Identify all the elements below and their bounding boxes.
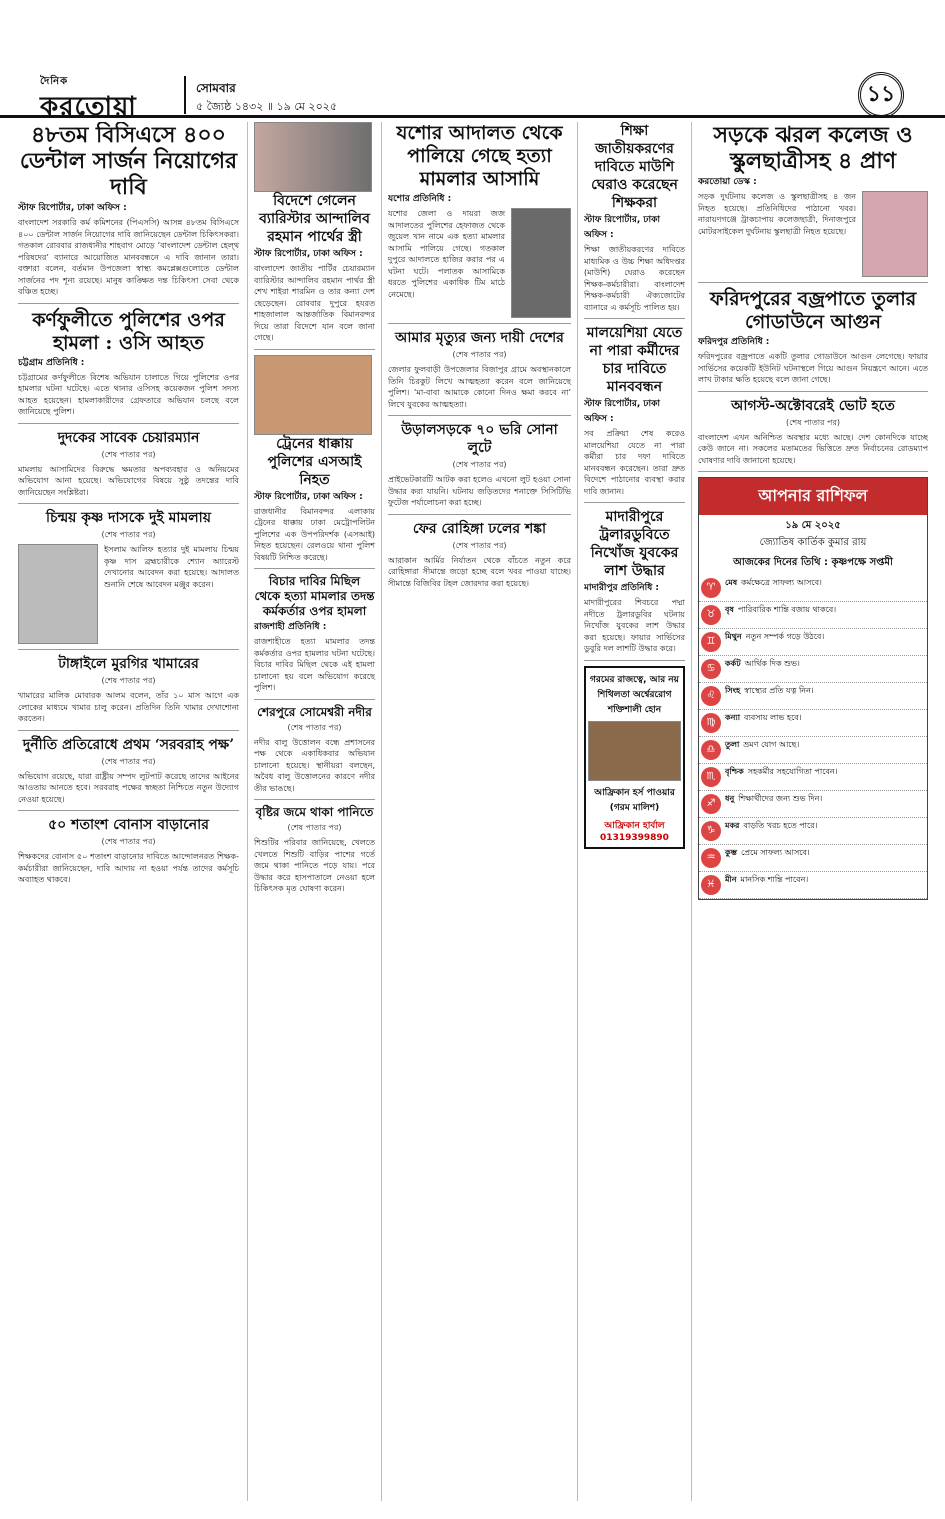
byline: স্টাফ রিপোর্টার, ঢাকা অফিস : [254,249,363,259]
ad-phone: আফ্রিকান হার্বাল 01319399890 [600,820,669,843]
zodiac-text: স্বাস্থ্যের প্রতি যত্ন নিন। [744,686,814,695]
article-body: শিশুটির পরিবার জানিয়েছে, খেলতে খেলতে শিশুটি বাড়ির পাশের গর্তে জমে থাকা পানিতে পড়ে যায়। পরে উদ্ধার করে হাসপাতালে নেওয়া হলে চিকিৎসক মৃত ঘোষণা করেন। [254,838,375,893]
zodiac-icon: ♒ [701,848,721,868]
zodiac-icon: ♌ [701,686,721,706]
article-body: প্রাইভেটকারটি আটক করা হলেও এখনো লুট হওয়া সোনা উদ্ধার করা যায়নি। ঘটনায় জড়িতদের শনাক্তে সিসিটিভি ফুটেজ পর্যালোচনা করা হচ্ছে। [388,475,571,507]
article-body: জেলার ফুলবাড়ী উপজেলার বিজাপুর গ্রামে অবস্থানকালে তিনি চিরকুট লিখে আত্মহত্যা করেন বলে জানিয়েছে পুলিশ। ‘মা-বাবা আমাকে কোনো দিনও ক্ষমা করবে না’ লিখে যুবকের আত্মহত্যা। [388,365,571,409]
zodiac-text: প্রেমে সাফল্য আসবে। [740,848,810,857]
divider [254,568,375,569]
zodiac-list [699,575,927,899]
divider [18,423,239,424]
divider [388,415,571,416]
divider [388,514,571,515]
article-body: যশোর জেলা ও দায়রা জজ আদালতের পুলিশের হেফাজত থেকে জুয়েল খান নামে এক হত্যা মামলার আসামি পালিয়ে গেছে। গতকাল দুপুরে আদালতে হাজির করার পর এ ঘটনা ঘটে। পলাতক আসামিকে ধরতে পুলিশের একাধিক টিম মাঠে নেমেছে। [388,209,505,299]
zodiac-text: সহকর্মীর সহযোগিতা পাবেন। [747,767,838,776]
advertisement [584,666,685,849]
newspaper-logo: করতোয়া [40,92,137,122]
article-body: বাংলাদেশ এখন অনিশ্চিত অবস্থার মধ্যে আছে। দেশ কোনদিকে যাচ্ছে কেউ জানে না। সকলের মতামতের ভিত্তিতে দ্রুত নির্বাচনের রোডম্যাপ ঘোষণার দাবি জানানো হয়েছে। [698,432,928,465]
headline-chinmoy: চিন্ময় কৃষ্ণ দাসকে দুই মামলায় [46,510,211,526]
zodiac-icon: ♊ [701,632,721,652]
headline-road-accidents: সড়কে ঝরল কলেজ ও স্কুলছাত্রীসহ ৪ প্রাণ [713,122,913,174]
continued-note: (শেষ পাতার পর) [287,823,342,832]
column-2 [254,122,382,1501]
horoscope-date: ১৯ মে ২০২৫ [785,520,841,531]
zodiac-name: মকর [725,821,740,830]
zodiac-row [699,845,927,872]
continued-note: (শেষ পাতার পর) [101,449,156,459]
article-body: ফরিদপুরের বজ্রপাতে একটি তুলার গোডাউনে আগুন লেগেছে। ফায়ার সার্ভিসের কয়েকটি ইউনিট ঘটনাস্থলে গিয়ে আগুন নিয়ন্ত্রণে আনে। এতে লাখ টাকার ক্ষতি হয়েছে বলে জানা গেছে। [698,352,928,384]
horoscope-author: জ্যোতিষ কার্তিক কুমার রায় [759,537,867,548]
zodiac-text: মানসিক শান্তি পাবেন। [740,875,809,884]
zodiac-text: ভ্রমণ যোগ আছে। [743,740,800,749]
masthead [0,0,945,122]
divider [584,318,685,319]
headline-jessore-court: যশোর আদালত থেকে পালিয়ে গেছে হত্যা মামলার আসামি [396,122,563,190]
zodiac-text: ব্যবসায় লাভ হবে। [744,713,802,722]
headline-attack-officer: বিচার দাবির মিছিল থেকে হত্যা মামলার তদন্ত কর্মকর্তার ওপর হামলা [254,574,375,618]
couple-photo [254,122,372,192]
ad-brand: আফ্রিকান হর্স পাওয়ার [594,787,675,798]
zodiac-row [699,737,927,764]
zodiac-name: কর্কট [725,659,741,668]
zodiac-row [699,710,927,737]
headline-rohingya: ফের রোহিঙ্গা ঢলের শঙ্কা [412,520,547,537]
zodiac-row [699,602,927,629]
headline-faridpur-fire: ফরিদপুরের বজ্রপাতে তুলার গোডাউনে আগুন [709,288,917,333]
byline: স্টাফ রিপোর্টার, ঢাকা অফিস : [584,215,660,240]
continued-note: (শেষ পাতার পর) [452,460,507,469]
divider [698,391,928,392]
divider [18,503,239,504]
continued-note: (শেষ পাতার পর) [101,837,156,846]
zodiac-name: মেষ [725,578,738,587]
zodiac-name: তুলা [725,740,740,749]
continued-note: (শেষ পাতার পর) [101,676,156,685]
zodiac-row [699,629,927,656]
zodiac-name: মিথুন [725,632,742,641]
si-portrait-photo [254,355,372,435]
byline: মাদারীপুর প্রতিনিধি : [584,583,660,593]
article-body: রাজধানীর বিমানবন্দর এলাকায় ট্রেনের ধাক্কায় ঢাকা মেট্রোপলিটন পুলিশের এক উপপরিদর্শক (এসআই) নিহত হয়েছেন। রেলওয়ে থানা পুলিশ বিষয়টি নিশ্চিত করেছে। [254,506,375,562]
horoscope-title: আপনার রাশিফল [699,478,927,515]
headline-bonus: ৫০ শতাংশ বোনাস বাড়ানোর [48,817,209,833]
divider [388,323,571,324]
zodiac-icon: ♉ [701,605,721,625]
zodiac-icon: ♏ [701,767,721,787]
ad-title: গরমের রাজত্বে, আর নয় শিথিলতা অর্শ্বেররোগ শক্তিশালী হোন [590,674,679,715]
headline-dental: ৪৮তম বিসিএসে ৪০০ ডেন্টাল সার্জন নিয়োগের দাবি [19,122,238,200]
zodiac-row [699,872,927,899]
zodiac-row [699,791,927,818]
zodiac-icon: ♐ [701,794,721,814]
headline-rain-water: বৃষ্টির জমে থাকা পানিতে [255,805,374,819]
zodiac-icon: ♈ [701,578,721,598]
zodiac-icon: ♍ [701,713,721,733]
zodiac-name: কুম্ভ [725,848,737,857]
headline-si-killed: ট্রেনের ধাক্কায় পুলিশের এসআই নিহত [267,435,362,488]
divider [254,349,375,350]
divider [254,699,375,700]
article-body: বাংলাদেশ জাতীয় পার্টির চেয়ারম্যান ব্যারিস্টার আন্দালিব রহমান পার্থর স্ত্রী শেখ শাইরা শারমিন ও তার কন্যা দেশ ছেড়েছেন। রোববার দুপুরে হযরত শাহজালাল আন্তর্জাতিক বিমানবন্দর দিয়ে তারা বিদেশে যান বলে জানা গেছে। [254,264,375,342]
article-body: বাংলাদেশ সরকারি কর্ম কমিশনের (পিএসসি) আসন্ন ৪৮তম বিসিএসে ৪০০ ডেন্টাল সার্জন নিয়োগের দাবি জানিয়েছেন ডেন্টাল চিকিৎসকরা। গতকাল রোববার রাজধানীর শাহবাগ মোড়ে ‘বাংলাদেশ ডেন্টাল হেল্থ পরিষদের’ ব্যানারে আয়োজিত মানববন্ধনে এ দাবি জানান তারা। বক্তারা বলেন, বর্তমান উপজেলা স্বাস্থ্য কমপ্লেক্সগুলোতে ডেন্টাল সার্জনের পদ শূন্য রয়েছে। মানুষ কাঙ্ক্ষিত দন্ত চিকিৎসা সেবা থেকে বঞ্চিত হচ্ছে। [18,218,239,296]
page-number: ১১ [858,72,904,118]
article-body: রাজশাহীতে হত্যা মামলার তদন্ত কর্মকর্তার ওপর হামলার ঘটনা ঘটেছে। বিচার দাবির মিছিল থেকে এই হামলা চালানো হয় বলে অভিযোগ করেছে পুলিশ। [254,637,375,692]
zodiac-text: বাড়তি খরচ হতে পারে। [743,821,818,830]
article-body: সড়ক দুর্ঘটনায় কলেজ ও স্কুলছাত্রীসহ ৪ জন নিহত হয়েছে। প্রতিনিধিদের পাঠানো খবর। নারায়ণগঞ্জে ট্রাকচাপায় কলেজছাত্রী, দিনাজপুরে মোটরসাইকেল দুর্ঘটনায় স্কুলছাত্রী নিহত হয়েছে। [698,192,856,236]
divider [18,649,239,650]
zodiac-icon: ♎ [701,740,721,760]
continued-note: (শেষ পাতার পর) [287,722,342,732]
article-body: চট্টগ্রামের কর্ণফুলীতে বিশেষ অভিযান চালাতে গিয়ে পুলিশের ওপর হামলার ঘটনা ঘটেছে। এতে থানার ওসিসহ কয়েকজন পুলিশ সদস্য আহত হয়েছেন। হামলাকারীদের গ্রেফতারে অভিযান চলছে বলে জানিয়েছে পুলিশ। [18,372,239,416]
zodiac-name: বৃশ্চিক [725,767,744,776]
zodiac-icon: ♓ [701,875,721,895]
article-body: মামলায় আসামিদের বিরুদ্ধে ক্ষমতার অপব্যবহার ও অনিয়মের অভিযোগ আনা হয়েছে। অভিযোগের বিষয়ে সুষ্ঠু তদন্তের দাবি জানিয়েছেন সংশ্লিষ্টরা। [18,464,239,497]
zodiac-row [699,575,927,602]
zodiac-name: বৃষ [725,605,734,614]
continued-note: (শেষ পাতার পর) [785,417,841,427]
headline-trawler: মাদারীপুরে ট্রলারডুবিতে নিখোঁজ যুবকের লাশ উদ্ধার [590,509,679,579]
zodiac-name: কন্যা [725,713,741,722]
byline: চট্টগ্রাম প্রতিনিধি : [18,357,85,368]
headline-partho-wife: বিদেশে গেলেন ব্যারিস্টার আন্দালিব রহমান পার্থের স্ত্রী [259,193,370,245]
byline: ফরিদপুর প্রতিনিধি : [698,337,770,347]
article-body: নদীর বালু উত্তোলন বন্ধে প্রশাসনের পক্ষ থেকে একাধিকবার অভিযান চালানো হয়েছে। স্থানীয়রা বলছেন, অবৈধ বালু উত্তোলনের কারণে নদীর তীর ভাঙছে। [254,737,375,793]
byline: রাজশাহী প্রতিনিধি : [254,622,327,632]
divider [698,471,928,472]
victim-photo [862,191,928,277]
zodiac-text: কর্মক্ষেত্রে সাফল্য আসবে। [741,578,822,587]
article-body: সব প্রক্রিয়া শেষ করেও মালয়েশিয়া যেতে না পারা কর্মীরা চার দফা দাবিতে মানববন্ধন করেছেন। তারা দ্রুত বিদেশে পাঠানোর ব্যবস্থা করার দাবি জানান। [584,429,685,496]
byline: স্টাফ রিপোর্টার, ঢাকা অফিস : [254,491,363,502]
divider [18,730,239,731]
byline: যশোর প্রতিনিধি : [388,194,452,204]
portrait-photo [18,544,98,644]
zodiac-row [699,764,927,791]
column-4 [584,122,692,1501]
divider [698,282,928,283]
article-body: মাদারীপুরের শিবচরে পদ্মা নদীতে ট্রলারডুবির ঘটনায় নিখোঁজ যুবকের লাশ উদ্ধার করা হয়েছে। ফায়ার সার্ভিসের ডুবুরি দল লাশটি উদ্ধার করে। [584,598,685,653]
issue-day: সোমবার [196,81,236,95]
article-body: শিক্ষকদের বোনাস ৫০ শতাংশ বাড়ানোর দাবিতে আন্দোলনরত শিক্ষক-কর্মচারীরা জানিয়েছেন, দাবি আদায় না হওয়া পর্যন্ত তাদের কর্মসূচি অব্যাহত থাকবে। [18,852,239,884]
headline-dudok: দুদকের সাবেক চেয়ারম্যান [57,429,200,446]
zodiac-name: মীন [725,875,737,884]
zodiac-row [699,656,927,683]
accused-photo [511,208,571,318]
zodiac-text: নতুন সম্পর্ক গড়ে উঠবে। [745,632,825,641]
divider [18,303,239,304]
article-body: ইসলাম আলিফ হত্যার দুই মামলায় চিন্ময় কৃষ্ণ দাস ব্রহ্মচারীকে শ্যোন অ্যারেস্ট দেখানোর আবেদন করা হয়েছে। আদালত শুনানি শেষে আবেদন মঞ্জুর করেন। [104,545,239,589]
ad-subtitle: (গরম মালিশ) [609,802,660,813]
zodiac-text: আর্থিক দিক শুভ। [744,659,800,668]
horoscope-box [698,477,928,900]
zodiac-row [699,818,927,845]
headline-karnaphuli: কর্ণফুলীতে পুলিশের ওপর হামলা : ওসি আহত [32,308,225,354]
tithi-line: আজকের দিনের তিথি : কৃষ্ণপক্ষে সপ্তমী [733,557,893,568]
article-body: আরাকান আর্মির নির্যাতন থেকে বাঁচতে নতুন করে রোহিঙ্গারা সীমান্তে জড়ো হচ্ছে বলে খবর পাওয়া যাচ্ছে। সীমান্তে বিজিবির টহল জোরদার করা হয়েছে। [388,555,571,588]
divider [584,502,685,503]
zodiac-name: সিংহ [725,686,741,695]
article-body: অভিযোগ রয়েছে, যারা রাষ্ট্রীয় সম্পদ লুটপাট করেছে তাদের আইনের আওতায় আনতে হবে। সরবরাহ পক্ষের স্বচ্ছতা নিশ্চিতে নতুন উদ্যোগ নেওয়া হয়েছে। [18,771,239,804]
continued-note: (শেষ পাতার পর) [452,350,507,359]
divider [584,660,685,661]
byline: স্টাফ রিপোর্টার, ঢাকা অফিস : [584,399,660,424]
continued-note: (শেষ পাতার পর) [101,530,156,539]
headline-mausi: শিক্ষা জাতীয়করণের দাবিতে মাউশি ঘেরাও করেছেন শিক্ষকরা [591,123,678,211]
article-body: শিক্ষা জাতীয়করণের দাবিতে মাধ্যমিক ও উচ্চ শিক্ষা অধিদপ্তর (মাউশি) ঘেরাও করেছেন শিক্ষক-কর্মচারীরা। বাংলাদেশ শিক্ষক-কর্মচারী ঐক্যজোটের ব্যানারে এ কর্মসূচি পালিত হয়। [584,245,685,312]
headline-gold-loot: উড়ালসড়কে ৭০ ভরি সোনা লুটে [401,422,558,456]
horse-image [588,721,681,781]
issue-date: ৫ জ্যৈষ্ঠ ১৪৩২ ॥ ১৯ মে ২০২৫ [196,100,338,113]
headline-malaysia: মালয়েশিয়া যেতে না পারা কর্মীদের চার দাবিতে মানববন্ধন [586,325,683,395]
article-body: খামারের মালিক মোবারক আলম বলেন, তাঁর ১০ মাস আগে এক লোকের মাধ্যমে খামার চালু করেন। প্রতিদিন তিনি খামার দেখাশোনা করতেন। [18,691,239,723]
zodiac-text: পারিবারিক শান্তি বজায় থাকবে। [737,605,837,614]
continued-note: (শেষ পাতার পর) [101,756,156,766]
headline-someshwari: শেরপুরে সোমেশ্বরী নদীর [257,704,372,719]
zodiac-icon: ♋ [701,659,721,679]
zodiac-icon: ♑ [701,821,721,841]
column-1 [18,122,248,1501]
headline-corruption: দুর্নীতি প্রতিরোধে প্রথম ‘সরবরাহ পক্ষ’ [22,736,235,753]
logo-prefix: দৈনিক [40,76,69,87]
byline: স্টাফ রিপোর্টার, ঢাকা অফিস : [18,203,127,213]
column-3 [388,122,578,1501]
headline-suicide-note: আমার মৃত্যুর জন্য দায়ী দেশের [395,330,564,346]
zodiac-text: শিক্ষার্থীদের জন্য শুভ দিন। [738,794,823,803]
headline-election: আগস্ট-অক্টোবরেই ভোট হতে [731,397,895,414]
byline: করতোয়া ডেস্ক : [698,177,757,187]
masthead-divider [184,76,186,114]
continued-note: (শেষ পাতার পর) [452,540,507,550]
zodiac-row [699,683,927,710]
divider [254,799,375,800]
divider [18,810,239,811]
zodiac-name: ধনু [725,794,735,803]
column-5 [698,122,928,1501]
headline-tangail: টাঙ্গাইলে মুরগির খামারের [58,656,199,672]
